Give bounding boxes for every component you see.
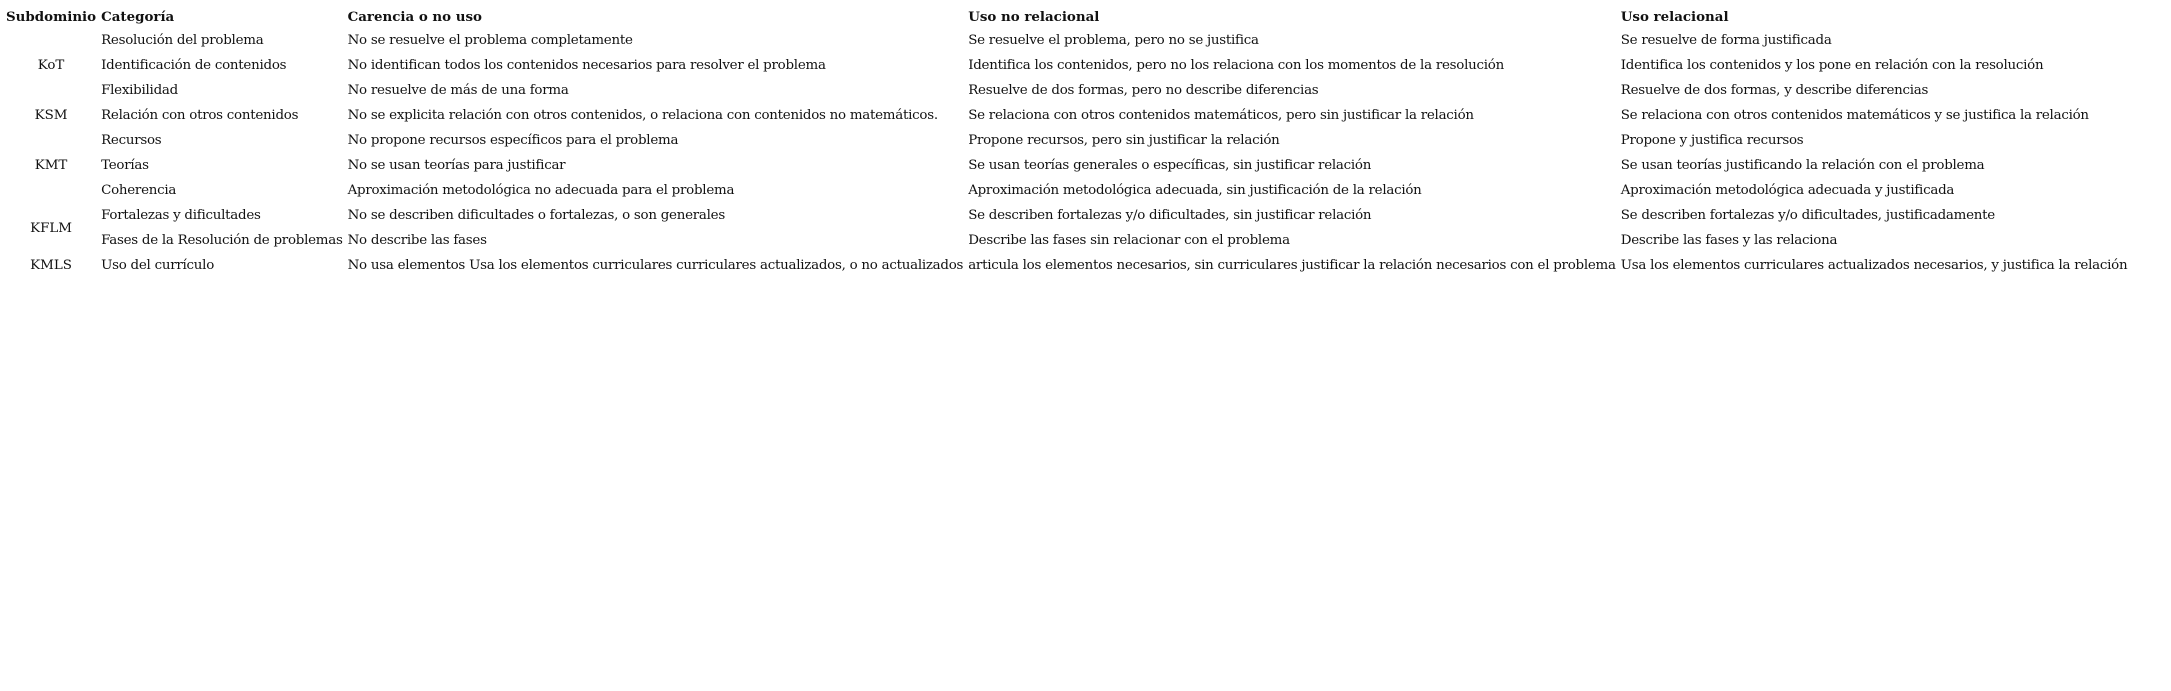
carencia-cell: No se describen dificultades o fortalezas, o son generales xyxy=(347,208,725,223)
header-carencia: Carencia o no uso xyxy=(347,9,482,25)
category-cell: Flexibilidad xyxy=(101,83,178,98)
header-categoria: Categoría xyxy=(101,9,175,25)
no-relacional-cell: Se resuelve el problema, pero no se justifica xyxy=(968,33,1259,48)
table-row xyxy=(6,228,2132,253)
category-cell: Teorías xyxy=(101,158,149,173)
header-uso-relacional: Uso relacional xyxy=(1620,9,1729,25)
relacional-cell: Usa los elementos curriculares actualizados necesarios, y justifica la relación xyxy=(1620,258,2128,273)
no-relacional-cell: Resuelve de dos formas, pero no describe diferencias xyxy=(968,83,1319,98)
subdomain-cell: KMT xyxy=(34,158,68,173)
carencia-cell: No se usan teorías para justificar xyxy=(347,158,566,173)
subdomain-cell: KFLM xyxy=(30,220,72,236)
carencia-cell: Aproximación metodológica no adecuada para el problema xyxy=(347,183,735,198)
carencia-cell: No se resuelve el problema completamente xyxy=(347,33,633,48)
category-cell: Fases de la Resolución de problemas xyxy=(101,233,343,248)
table-row xyxy=(6,203,2132,228)
relacional-cell: Identifica los contenidos y los pone en relación con la resolución xyxy=(1620,58,2044,73)
table-row xyxy=(6,78,2132,103)
table-row xyxy=(6,178,2132,203)
category-cell: Fortalezas y dificultades xyxy=(101,208,261,223)
table-row xyxy=(6,53,2132,78)
relacional-cell: Aproximación metodológica adecuada y justificada xyxy=(1620,183,1955,198)
category-cell: Relación con otros contenidos xyxy=(101,108,299,123)
category-cell: Recursos xyxy=(101,133,162,148)
subdomain-cell: KoT xyxy=(37,58,65,73)
no-relacional-cell: Aproximación metodológica adecuada, sin justificación de la relación xyxy=(968,183,1422,198)
header-row xyxy=(6,7,2132,28)
no-relacional-cell: Propone recursos, pero sin justificar la relación xyxy=(968,133,1280,148)
no-relacional-cell: Se describen fortalezas y/o dificultades, sin justificar relación xyxy=(968,208,1372,223)
table-row xyxy=(6,253,2132,278)
table-row xyxy=(6,153,2132,178)
no-relacional-cell: Describe las fases sin relacionar con el problema xyxy=(968,233,1290,248)
category-cell: Coherencia xyxy=(101,183,177,198)
rubric-table xyxy=(6,7,2132,278)
header-uso-no-relacional: Uso no relacional xyxy=(968,9,1100,25)
relacional-cell: Se describen fortalezas y/o dificultades, justificadamente xyxy=(1620,208,1995,223)
carencia-cell: No resuelve de más de una forma xyxy=(347,83,569,98)
table-row xyxy=(6,28,2132,53)
category-cell: Identificación de contenidos xyxy=(101,58,287,73)
no-relacional-cell: Identifica los contenidos, pero no los relaciona con los momentos de la resolución xyxy=(968,58,1504,73)
table-row xyxy=(6,103,2132,128)
subdomain-cell: KSM xyxy=(34,108,68,123)
relacional-cell: Propone y justifica recursos xyxy=(1620,133,1804,148)
carencia-cell: No se explicita relación con otros contenidos, o relaciona con contenidos no matemáticos. xyxy=(347,108,938,123)
carencia-cell: No identifican todos los contenidos necesarios para resolver el problema xyxy=(347,58,826,73)
header-subdominio: Subdominio xyxy=(6,9,97,25)
category-cell: Resolución del problema xyxy=(101,33,264,48)
document-page xyxy=(6,7,2132,278)
no-relacional-cell: Se relaciona con otros contenidos matemáticos, pero sin justificar la relación xyxy=(968,108,1474,123)
relacional-cell: Se relaciona con otros contenidos matemáticos y se justifica la relación xyxy=(1620,108,2089,123)
no-relacional-cell: articula los elementos necesarios, sin curriculares justificar la relación necesarios con el problema xyxy=(968,258,1616,273)
relacional-cell: Resuelve de dos formas, y describe diferencias xyxy=(1620,83,1929,98)
relacional-cell: Se usan teorías justificando la relación con el problema xyxy=(1620,158,1985,173)
carencia-cell: No describe las fases xyxy=(347,233,487,248)
relacional-cell: Describe las fases y las relaciona xyxy=(1620,233,1838,248)
carencia-cell: No propone recursos específicos para el problema xyxy=(347,133,679,148)
no-relacional-cell: Se usan teorías generales o específicas, sin justificar relación xyxy=(968,158,1372,173)
relacional-cell: Se resuelve de forma justificada xyxy=(1620,33,1832,48)
subdomain-cell: KMLS xyxy=(30,258,72,273)
category-cell: Uso del currículo xyxy=(101,258,215,273)
table-row xyxy=(6,128,2132,153)
carencia-cell: No usa elementos Usa los elementos curriculares curriculares actualizados, o no actualizados xyxy=(347,258,964,273)
